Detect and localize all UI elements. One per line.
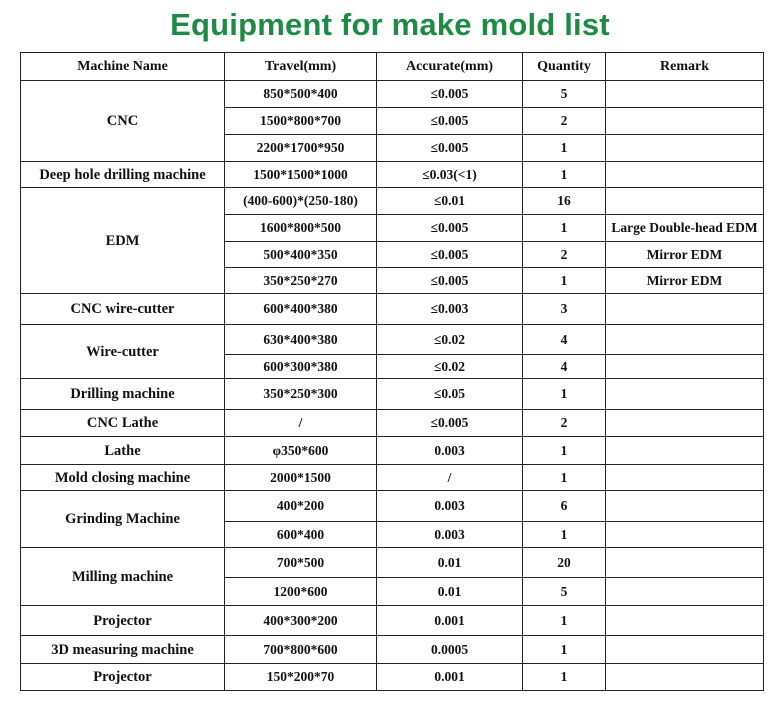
machine-name-cell: Projector [21, 664, 225, 691]
table-row [21, 379, 764, 410]
accurate-cell: ≤0.005 [377, 81, 523, 108]
remark-cell: Large Double-head EDM [606, 215, 764, 242]
accurate-cell: ≤0.01 [377, 188, 523, 215]
accurate-cell: ≤0.005 [377, 242, 523, 268]
travel-cell: 700*500 [225, 548, 377, 578]
machine-name-cell: Projector [21, 606, 225, 636]
travel-cell: 400*200 [225, 491, 377, 522]
accurate-cell: ≤0.005 [377, 135, 523, 162]
accurate-cell: 0.01 [377, 548, 523, 578]
travel-cell: / [225, 410, 377, 437]
machine-name-cell: Deep hole drilling machine [21, 162, 225, 188]
travel-cell: 400*300*200 [225, 606, 377, 636]
remark-cell [606, 636, 764, 664]
accurate-cell: ≤0.005 [377, 268, 523, 294]
accurate-cell: ≤0.005 [377, 410, 523, 437]
quantity-cell: 1 [523, 465, 606, 491]
machine-name-cell: Lathe [21, 437, 225, 465]
travel-cell: 2200*1700*950 [225, 135, 377, 162]
table-row [21, 162, 764, 188]
accurate-cell: 0.01 [377, 578, 523, 606]
quantity-cell: 1 [523, 135, 606, 162]
remark-cell [606, 355, 764, 379]
table-row [21, 294, 764, 325]
quantity-cell: 1 [523, 215, 606, 242]
quantity-cell: 16 [523, 188, 606, 215]
quantity-cell: 1 [523, 664, 606, 691]
quantity-cell: 2 [523, 410, 606, 437]
machine-name-cell: Wire-cutter [21, 325, 225, 379]
quantity-cell: 3 [523, 294, 606, 325]
accurate-cell: ≤0.02 [377, 325, 523, 355]
quantity-cell: 1 [523, 162, 606, 188]
quantity-cell: 2 [523, 242, 606, 268]
travel-cell: 1500*800*700 [225, 108, 377, 135]
accurate-cell: 0.003 [377, 437, 523, 465]
remark-cell [606, 294, 764, 325]
accurate-cell: ≤0.003 [377, 294, 523, 325]
quantity-cell: 5 [523, 578, 606, 606]
travel-cell: φ350*600 [225, 437, 377, 465]
page-title: Equipment for make mold list [170, 7, 610, 42]
travel-cell: 1600*800*500 [225, 215, 377, 242]
table-row [21, 548, 764, 578]
header-remark: Remark [606, 53, 764, 81]
header-accurate: Accurate(mm) [377, 53, 523, 81]
remark-cell [606, 548, 764, 578]
remark-cell [606, 108, 764, 135]
quantity-cell: 4 [523, 355, 606, 379]
header-travel: Travel(mm) [225, 53, 377, 81]
machine-name-cell: Grinding Machine [21, 491, 225, 548]
table-row [21, 636, 764, 664]
remark-cell: Mirror EDM [606, 268, 764, 294]
remark-cell [606, 522, 764, 548]
machine-name-cell: CNC Lathe [21, 410, 225, 437]
machine-name-cell: Drilling machine [21, 379, 225, 410]
quantity-cell: 4 [523, 325, 606, 355]
accurate-cell: 0.0005 [377, 636, 523, 664]
table-body [21, 81, 764, 691]
machine-name-cell: Mold closing machine [21, 465, 225, 491]
equipment-table [20, 52, 764, 691]
remark-cell [606, 437, 764, 465]
machine-name-cell: EDM [21, 188, 225, 294]
accurate-cell: ≤0.03(<1) [377, 162, 523, 188]
table-row [21, 491, 764, 522]
travel-cell: 1500*1500*1000 [225, 162, 377, 188]
remark-cell [606, 606, 764, 636]
accurate-cell: 0.001 [377, 606, 523, 636]
remark-cell [606, 188, 764, 215]
quantity-cell: 1 [523, 437, 606, 465]
table-row [21, 325, 764, 355]
quantity-cell: 1 [523, 268, 606, 294]
remark-cell: Mirror EDM [606, 242, 764, 268]
travel-cell: 500*400*350 [225, 242, 377, 268]
remark-cell [606, 135, 764, 162]
travel-cell: 600*400 [225, 522, 377, 548]
accurate-cell: ≤0.005 [377, 108, 523, 135]
machine-name-cell: Milling machine [21, 548, 225, 606]
accurate-cell: ≤0.05 [377, 379, 523, 410]
travel-cell: 630*400*380 [225, 325, 377, 355]
table-row [21, 606, 764, 636]
remark-cell [606, 325, 764, 355]
accurate-cell: ≤0.005 [377, 215, 523, 242]
header-machine-name: Machine Name [21, 53, 225, 81]
travel-cell: 150*200*70 [225, 664, 377, 691]
quantity-cell: 2 [523, 108, 606, 135]
quantity-cell: 1 [523, 522, 606, 548]
machine-name-cell: CNC [21, 81, 225, 162]
travel-cell: 2000*1500 [225, 465, 377, 491]
quantity-cell: 5 [523, 81, 606, 108]
remark-cell [606, 162, 764, 188]
quantity-cell: 1 [523, 379, 606, 410]
remark-cell [606, 379, 764, 410]
table-row [21, 410, 764, 437]
accurate-cell: ≤0.02 [377, 355, 523, 379]
quantity-cell: 1 [523, 636, 606, 664]
remark-cell [606, 81, 764, 108]
table-row [21, 81, 764, 108]
accurate-cell: 0.003 [377, 491, 523, 522]
remark-cell [606, 664, 764, 691]
remark-cell [606, 465, 764, 491]
table-row [21, 437, 764, 465]
travel-cell: 1200*600 [225, 578, 377, 606]
accurate-cell: 0.003 [377, 522, 523, 548]
travel-cell: 700*800*600 [225, 636, 377, 664]
travel-cell: 600*300*380 [225, 355, 377, 379]
travel-cell: 350*250*300 [225, 379, 377, 410]
table-row [21, 465, 764, 491]
table-row [21, 188, 764, 215]
machine-name-cell: CNC wire-cutter [21, 294, 225, 325]
table-row [21, 664, 764, 691]
table-header-row [21, 53, 764, 81]
travel-cell: 850*500*400 [225, 81, 377, 108]
remark-cell [606, 410, 764, 437]
travel-cell: 350*250*270 [225, 268, 377, 294]
quantity-cell: 20 [523, 548, 606, 578]
quantity-cell: 6 [523, 491, 606, 522]
travel-cell: (400-600)*(250-180) [225, 188, 377, 215]
travel-cell: 600*400*380 [225, 294, 377, 325]
header-quantity: Quantity [523, 53, 606, 81]
quantity-cell: 1 [523, 606, 606, 636]
accurate-cell: / [377, 465, 523, 491]
remark-cell [606, 491, 764, 522]
machine-name-cell: 3D measuring machine [21, 636, 225, 664]
remark-cell [606, 578, 764, 606]
accurate-cell: 0.001 [377, 664, 523, 691]
